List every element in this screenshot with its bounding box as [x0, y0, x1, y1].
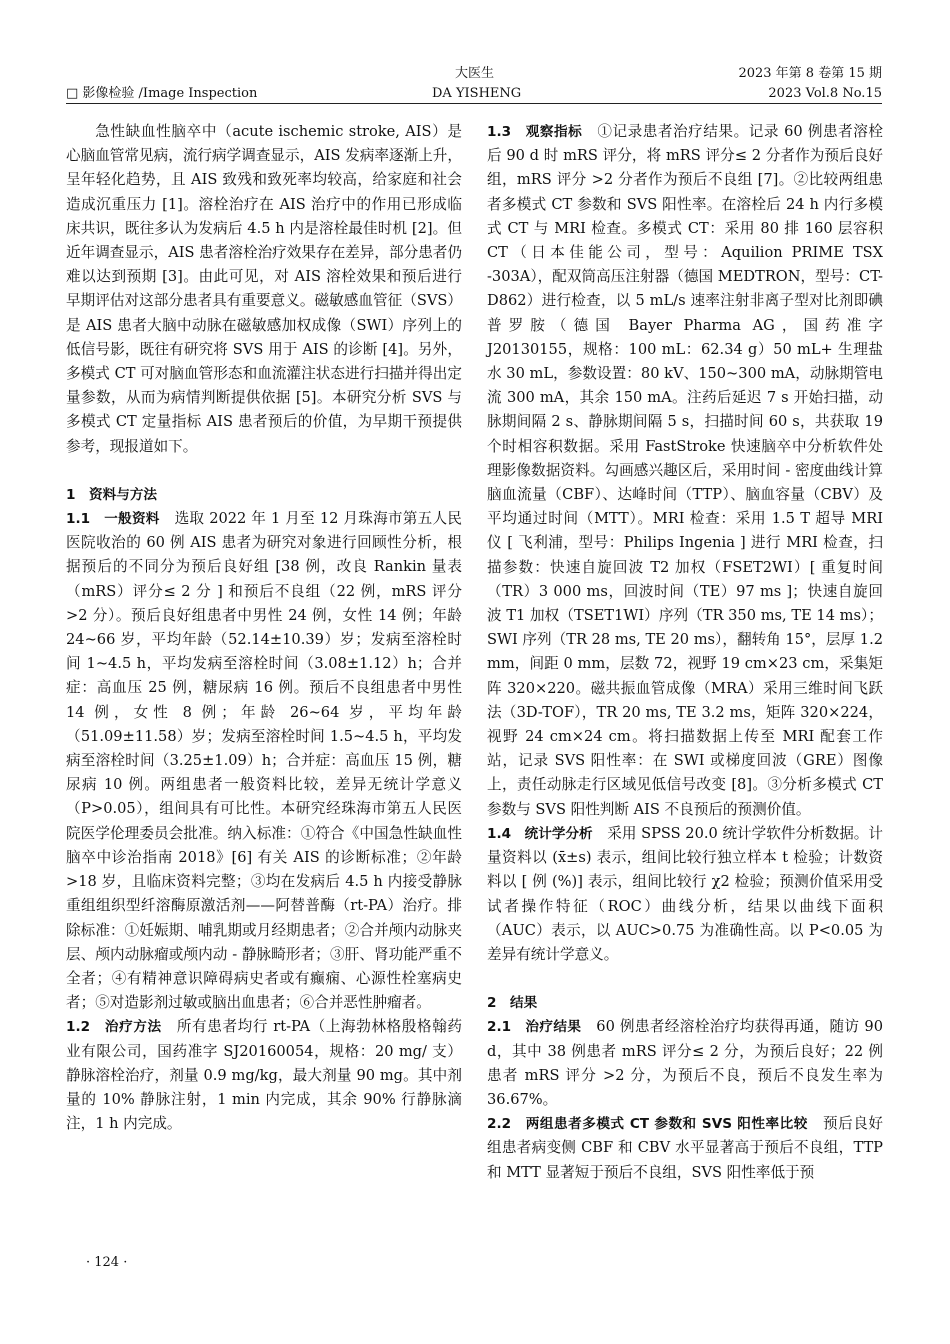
- subsection-2-1-title: 2.1 治疗结果: [487, 1019, 582, 1036]
- left-column: [66, 120, 462, 1136]
- section-2-heading: 2 结果: [487, 995, 538, 1012]
- subsection-1-3: [487, 120, 883, 822]
- header-rule: [66, 103, 882, 104]
- journal-issue-cn: 2023 年第 8 卷第 15 期: [738, 66, 882, 81]
- journal-name-en: DA YISHENG: [432, 86, 522, 101]
- subsection-1-2-title: 1.2 治疗方法: [66, 1019, 162, 1036]
- section-1-heading: 1 资料与方法: [66, 486, 158, 503]
- right-column: [487, 120, 883, 1185]
- subsection-1-3-text: ①记录患者治疗结果。记录 60 例患者溶栓后 90 d 时 mRS 评分，将 mRS 评分≤ 2 分者作为预后良好组，mRS 评分 >2 分者作为预后不良组 [7]。②比较两组患者多模式 CT 参数和 SVS 阳性率。在溶栓后 24 h 内行多模式 CT 与 MRI 检查。多模式 CT：采用 80 排 160 层容积 CT（日本佳能公司，型号：Aquilion PRIME TSX -303A），配双筒高压注射器（德国 MEDTRON，型号：CT-D862）进行检查，以 5 mL/s 速率注射非离子型对比剂即碘普罗胺（德国 Bayer Pharma AG，国药准字 J20130155，规格：100 mL：62.34 g）50 mL+ 生理盐水 30 mL，参数设置：80 kV、150~300 mA，动脉期管电流 300 mA，其余 150 mA。注药后延迟 7 s 开始扫描，动脉期间隔 2 s、静脉期间隔 5 s，扫描时间 60 s，共获取 19 个时相容积数据。采用 FastStroke 快速脑卒中分析软件处理影像数据资料。勾画感兴趣区后，采用时间 - 密度曲线计算脑血流量（CBF）、达峰时间（TTP）、脑血容量（CBV）及平均通过时间（MTT）。MRI 检查：采用 1.5 T 超导 MRI 仪 [ 飞利浦，型号：Philips Ingenia ] 进行 MRI 检查，扫描参数：快速自旋回波 T2 加权（FSET2WI）[ 重复时间（TR）3 000 ms，回波时间（TE）97 ms ]；快速自旋回波 T1 加权（TSET1WI）序列（TR 350 ms, TE 14 ms）；SWI 序列（TR 28 ms, TE 20 ms），翻转角 15°，层厚 1.2 mm，间距 0 mm，层数 72，视野 19 cm×23 cm，采集矩阵 320×220。磁共振血管成像（MRA）采用三维时间飞跃法（3D-TOF），TR 20 ms, TE 3.2 ms，矩阵 320×224，视野 24 cm×24 cm。将扫描数据上传至 MRI 配套工作站，记录 SVS 阳性率：在 SWI 或梯度回波（GRE）图像上，责任动脉走行区域见低信号改变 [8]。③分析多模式 CT 参数与 SVS 阳性判断 AIS 不良预后的预测价值。: [487, 123, 883, 818]
- subsection-2-1: [487, 1015, 883, 1112]
- subsection-1-2-text: 所有患者均行 rt-PA（上海勃林格殷格翰药业有限公司，国药准字 SJ20160054，规格：20 mg/ 支）静脉溶栓治疗，剂量 0.9 mg/kg，最大剂量 90 mg。其中剂量的 10% 静脉注射，1 min 内完成，其余 90% 行静脉滴注，1 h 内完成。: [66, 1018, 462, 1133]
- intro-paragraph: 急性缺血性脑卒中（acute ischemic stroke, AIS）是心脑血管常见病，流行病学调查显示，AIS 发病率逐渐上升，呈年轻化趋势，且 AIS 致残和致死率均较高，给家庭和社会造成沉重压力 [1]。溶栓治疗在 AIS 治疗中的作用已形成临床共识，既往多认为发病后 4.5 h 内是溶栓最佳时机 [2]。但近年调查显示，AIS 患者溶栓治疗效果存在差异，部分患者仍难以达到预期 [3]。由此可见，对 AIS 溶栓效果和预后进行早期评估对这部分患者具有重要意义。磁敏感血管征（SVS）是 AIS 患者大脑中动脉在磁敏感加权成像（SWI）序列上的低信号影，既往有研究将 SVS 用于 AIS 的诊断 [4]。另外，多模式 CT 可对脑血管形态和血流灌注状态进行扫描并得出定量参数，从而为病情判断提供依据 [5]。本研究分析 SVS 与多模式 CT 定量指标 AIS 患者预后的价值，为早期干预提供参考，现报道如下。: [66, 123, 462, 455]
- subsection-1-1: [66, 507, 462, 1015]
- subsection-1-4: [487, 822, 883, 967]
- subsection-1-3-title: 1.3 观察指标: [487, 124, 583, 140]
- subsection-2-1-text: 60 例患者经溶栓治疗均获得再通，随访 90 d，其中 38 例患者 mRS 评分≤ 2 分，为预后良好；22 例患者 mRS 评分 >2 分，为预后不良，预后不良发生率为 36.67%。: [487, 1018, 883, 1108]
- subsection-1-4-title: 1.4 统计学分析: [487, 825, 593, 842]
- section-label: □ 影像检验 /Image Inspection: [66, 86, 258, 101]
- subsection-1-1-title: 1.1 一般资料: [66, 511, 160, 528]
- journal-issue-en: 2023 Vol.8 No.15: [768, 86, 882, 101]
- subsection-2-2-title: 2.2 两组患者多模式 CT 参数和 SVS 阳性率比较: [487, 1116, 808, 1133]
- journal-name-cn: 大医生: [455, 66, 495, 81]
- subsection-1-1-text: 选取 2022 年 1 月至 12 月珠海市第五人民医院收治的 60 例 AIS 患者为研究对象进行回顾性分析，根据预后的不同分为预后良好组 [38 例，改良 Rankin 量表（mRS）评分≤ 2 分 ] 和预后不良组（22 例，mRS 评分 >2 分）。预后良好组患者中男性 24 例，女性 14 例；年龄 24~66 岁，平均年龄（52.14±10.39）岁；发病至溶栓时间 1~4.5 h，平均发病至溶栓时间（3.08±1.12）h；合并症：高血压 25 例，糖尿病 16 例。预后不良组患者中男性 14 例，女性 8 例；年龄 26~64 岁，平均年龄（51.09±11.58）岁；发病至溶栓时间 1.5~4.5 h，平均发病至溶栓时间（3.25±1.09）h；合并症：高血压 15 例，糖尿病 10 例。两组患者一般资料比较，差异无统计学意义（P>0.05），组间具有可比性。本研究经珠海市第五人民医院医学伦理委员会批准。纳入标准：①符合《中国急性缺血性脑卒中诊治指南 2018》[6] 有关 AIS 的诊断标准；②年龄 >18 岁，且临床资料完整；③均在发病后 4.5 h 内接受静脉重组组织型纤溶酶原激活剂——阿替普酶（rt-PA）治疗。排除标准：①妊娠期、哺乳期或月经期患者；②合并颅内动脉夹层、颅内动脉瘤或颅内动 - 静脉畸形者；③肝、肾功能严重不全者；④有精神意识障碍病史者或有癫痫、心源性栓塞病史者；⑤对造影剂过敏或脑出血患者；⑥合并恶性肿瘤者。: [66, 510, 462, 1012]
- subsection-1-4-text: 采用 SPSS 20.0 统计学软件分析数据。计量资料以 (x̄±s) 表示，组间比较行独立样本 t 检验；计数资料以 [ 例 (%)] 表示，组间比较行 χ2 检验；预测价值采用受试者操作特征（ROC）曲线分析，结果以曲线下面积（AUC）表示，以 AUC>0.75 为准确性高。以 P<0.05 为差异有统计学意义。: [487, 824, 883, 963]
- subsection-1-2: [66, 1015, 462, 1136]
- subsection-2-2-text: 预后良好组患者病变侧 CBF 和 CBV 水平显著高于预后不良组，TTP 和 MTT 显著短于预后不良组，SVS 阳性率低于预: [487, 1115, 883, 1181]
- subsection-2-2: [487, 1112, 883, 1185]
- page-number: · 124 ·: [86, 1255, 128, 1270]
